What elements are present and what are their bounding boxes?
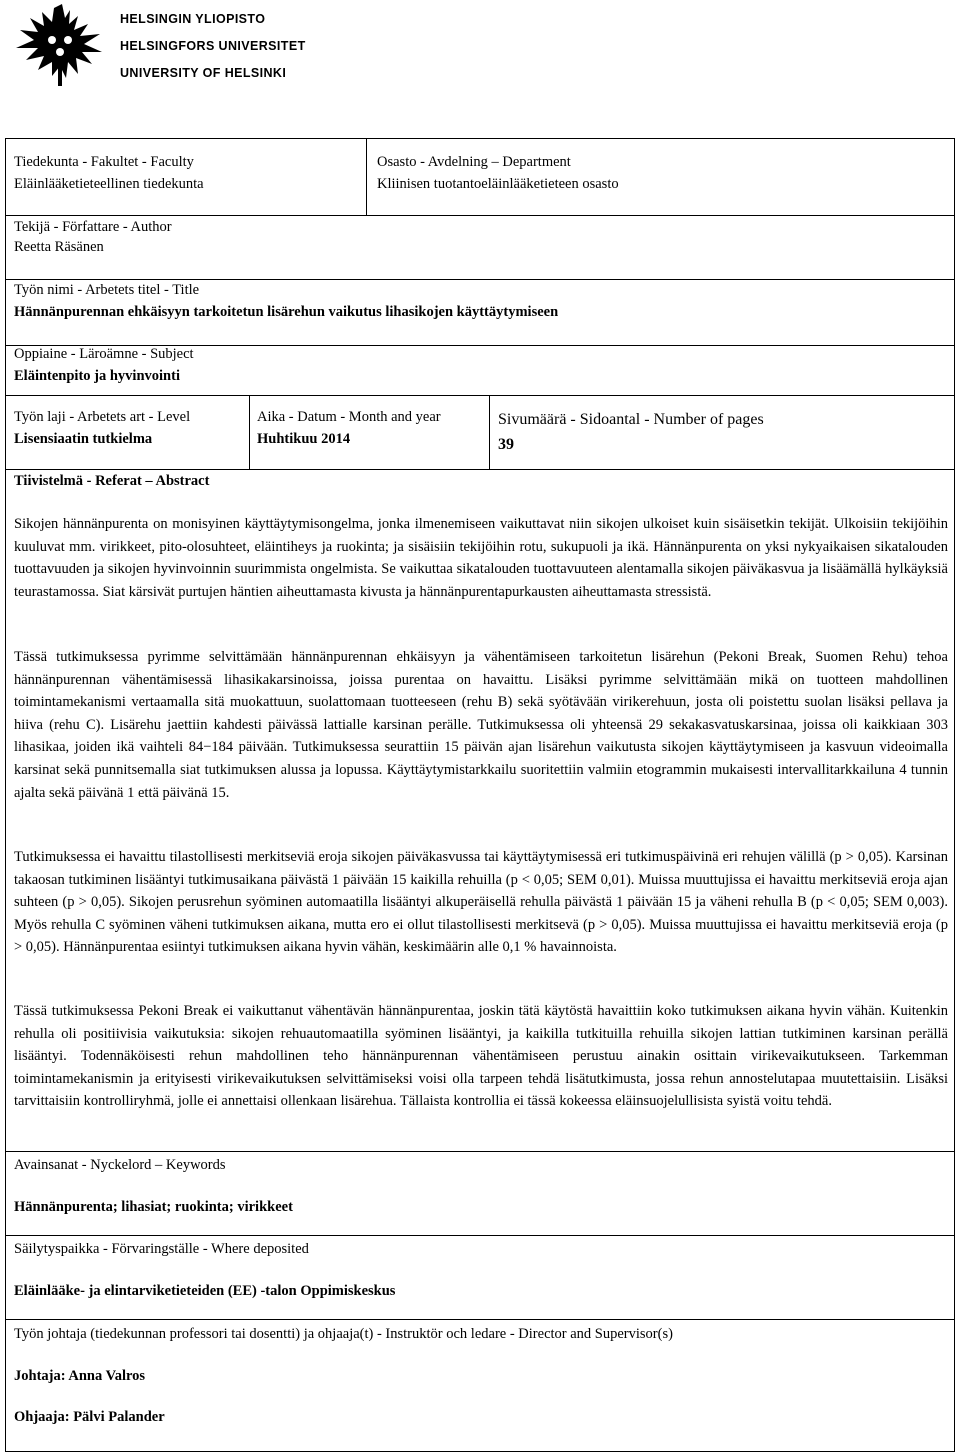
helsinki-flame-emblem [12, 4, 104, 86]
abstract-label: Tiivistelmä - Referat – Abstract [14, 473, 210, 489]
title-label: Työn nimi - Arbetets titel - Title [14, 282, 200, 298]
pages-value: 39 [498, 436, 514, 453]
divider [366, 139, 367, 215]
director-value: Johtaja: Anna Valros [14, 1368, 146, 1384]
divider [6, 395, 954, 396]
abstract-paragraph: Tässä tutkimuksessa pyrimme selvittämään hännänpurennan ehkäisyyn ja vähentämiseen tarkoitetun lisärehun (Pekoni Break, Suomen Rehu) tehoa hännänpurennan vähentämisessä lihasikakarsinoissa, joissa purentaa on havaittu. Lisäksi pyrimme selvittämään mikä on tuotteen mahdollinen toimintamekanismi vertaamalla sitä muokattuun, suolattomaan tuotteeseen (rehu B) sekä syötävään virikerehuun, josta oli poistettu suolan lisäksi pellava ja hiiva (rehu C). Lisärehu jaettiin kahdesti päivässä lattialle karsinan perälle. Tutkimuksessa oli yhteensä 29 sekakasvatuskarsinaa, joissa oli kaikkiaan 303 lihasikaa, joiden ikä vaihteli 84−184 päivään. Tutkimuksessa seurattiin 15 päivän ajan lisärehun vaikutusta sikojen käyttäytymiseen ja kasvuun videoimalla karsinat sekä punnitsemalla siat tutkimuksen alussa ja lopussa. Käyttäytymistarkkailu suoritettiin valmiin etogrammin mukaisesti intervallitarkkailuna 4 tunnin ajalta sekä päivänä 1 että päivänä 15. [14, 649, 948, 801]
subject-label: Oppiaine - Läroämne - Subject [14, 346, 194, 362]
abstract-paragraph: Sikojen hännänpurenta on monisyinen käyttäytymisongelma, jonka ilmenemiseen vaikuttavat niin sikojen ulkoiset kuin sisäisetkin tekijät. Ulkoisiin tekijöihin kuuluvat mm. virikkeet, pito-olosuhteet, eläintiheys ja ruokinta; ja sisäisiin tekijöihin rotu, sukupuoli ja ikä. Hännänpurenta on yksi nykyaikaisen sikatalouden tuottavuuden ja sikojen hyvinvoinnin suurimmista ongelmista. Se vaikuttaa sikatalouden tuottavuuteen alentamalla sikojen päiväkasvua ja lisäämällä hylkäyksiä teurastamossa. Siat kärsivät purtujen häntien aiheuttamasta kivusta ja hännänpurentapurkausten aiheuttamasta stressistä. [14, 516, 948, 600]
level-label: Työn laji - Arbetets art - Level [14, 409, 191, 425]
keywords-value: Hännänpurenta; lihasiat; ruokinta; virikkeet [14, 1199, 293, 1215]
date-label: Aika - Datum - Month and year [257, 409, 441, 425]
divider [6, 215, 954, 216]
author-value: Reetta Räsänen [14, 239, 104, 255]
pages-label: Sivumäärä - Sidoantal - Number of pages [498, 411, 764, 428]
faculty-label: Tiedekunta - Fakultet - Faculty [14, 154, 194, 170]
abstract-form [5, 138, 955, 1452]
university-name-sv: HELSINGFORS UNIVERSITET [120, 39, 306, 53]
university-name-en: UNIVERSITY OF HELSINKI [120, 66, 287, 80]
keywords-label: Avainsanat - Nyckelord – Keywords [14, 1157, 226, 1173]
divider [6, 469, 954, 470]
title-value: Hännänpurennan ehkäisyyn tarkoitetun lisärehun vaikutus lihasikojen käyttäytymiseen [14, 304, 559, 320]
university-name-fi: HELSINGIN YLIOPISTO [120, 12, 266, 26]
level-value: Lisensiaatin tutkielma [14, 431, 153, 447]
abstract-paragraph: Tutkimuksessa ei havaittu tilastollisesti merkitseviä eroja sikojen päiväkasvussa tai käyttäytymisessä eri tutkimuspäivinä eri rehujen välillä (p > 0,05). Karsinan takaosan tutkiminen lisääntyi tutkimusaikana päivästä 1 päivään 15 kaikilla rehuilla (p < 0,05; SEM 0,01). Muissa muuttujissa ei havaittu merkitseviä eroja ajan suhteen (p > 0,05). Sikojen perusrehun syöminen automaatilla lisääntyi alkuperäisellä rehulla päivästä 1 päivään 15 ja väheni rehulla B (p < 0,05; SEM 0,003). Myös rehulla C syöminen väheni tutkimuksen aikana, mutta ero ei ollut tilastollisesti merkitsevä (p > 0,05). Muissa muuttujissa ei havaittu merkitseviä eroja (p > 0,05). Hännänpurentaa esiintyi tutkimuksen aikana hyvin vähän, keskimäärin alle 0,1 % havainnoista. [14, 849, 948, 956]
abstract-paragraph: Tässä tutkimuksessa Pekoni Break ei vaikuttanut vähentävän hännänpurentaa, joskin tätä käytöstä havaittiin koko tutkimuksen aikana hyvin vähän. Kuitenkin rehulla oli positiivisia vaikutuksia: sikojen rehuautomaatilla syöminen lisääntyi, ja kaikilla tutkituilla rehuilla sikojen lattian tutkiminen karsinan perällä lisääntyi. Todennäköisesti rehun mahdollinen teho hännänpurennan vähentämiseen perustuu ainakin osittain virikevaikutukseen. Tarkemman toimintamekanismin ja erityisesti virikevaikutuksen selvittämiseksi voisi olla tarpeen tehdä lisätutkimusta, jossa rehun annostelutapaa muutettaisiin. Lisäksi tarvittaisiin kontrolliryhmä, jolle ei annettaisi ollenkaan lisärehua. Tällaista kontrollia ei tässä kokeessa eläinsuojelullisista syistä voitu tehdä. [14, 1003, 948, 1110]
subject-value: Eläintenpito ja hyvinvointi [14, 368, 180, 384]
university-logo [12, 4, 312, 86]
faculty-value: Eläinlääketieteellinen tiedekunta [14, 176, 204, 192]
divider [249, 395, 250, 469]
supervisor-value: Ohjaaja: Pälvi Palander [14, 1409, 165, 1425]
deposited-label: Säilytyspaikka - Förvaringställe - Where deposited [14, 1241, 309, 1257]
divider [6, 1235, 954, 1236]
divider [489, 395, 490, 469]
divider [6, 1319, 954, 1320]
deposited-value: Eläinlääke- ja elintarviketieteiden (EE) -talon Oppimiskeskus [14, 1283, 396, 1299]
supervisor-label: Työn johtaja (tiedekunnan professori tai dosentti) ja ohjaaja(t) - Instruktör och ledare - Director and Supervisor(s) [14, 1326, 673, 1342]
divider [6, 1151, 954, 1152]
department-label: Osasto - Avdelning – Department [377, 154, 571, 170]
date-value: Huhtikuu 2014 [257, 431, 351, 447]
department-value: Kliinisen tuotantoeläinlääketieteen osasto [377, 176, 619, 192]
author-label: Tekijä - Författare - Author [14, 219, 172, 235]
